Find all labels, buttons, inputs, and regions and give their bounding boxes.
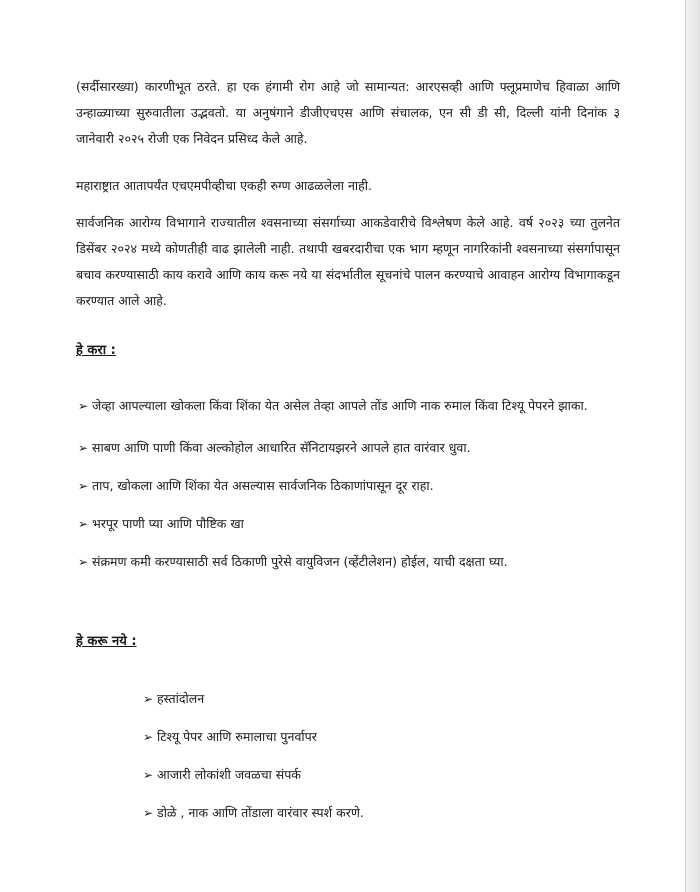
list-item-text: डोळे , नाक आणि तोंडाला वारंवार स्पर्श करणे. bbox=[157, 805, 364, 820]
list-item-text: संक्रमण कमी करण्यासाठी सर्व ठिकाणी पुरेसे वायुविजन (व्हेंटीलेशन) होईल, याची दक्षता घ्या. bbox=[92, 554, 508, 569]
list-item bbox=[143, 680, 563, 718]
list-item-text: आजारी लोकांशी जवळचा संपर्क bbox=[157, 767, 301, 782]
list-item-text: भरपूर पाणी प्या आणि पौष्टिक खा bbox=[92, 516, 244, 531]
donts-list bbox=[143, 680, 563, 832]
list-item bbox=[78, 388, 618, 424]
arrow-bullet-icon: ➢ bbox=[78, 441, 89, 455]
list-item bbox=[78, 430, 618, 466]
dos-heading: हे करा : bbox=[76, 343, 116, 358]
arrow-bullet-icon: ➢ bbox=[78, 517, 89, 531]
list-item-text: टिश्यू पेपर आणि रुमालाचा पुनर्वापर bbox=[157, 729, 317, 744]
list-item bbox=[78, 506, 618, 542]
paragraph-intro: (सर्दीसारख्या) कारणीभूत ठरते. हा एक हंगामी रोग आहे जो सामान्यत: आरएसव्ही आणि फ्लूप्रमाणेच हिवाळा आणि उन्हाळ्याच्या सुरुवातीला उद्भवतो. या अनुषंगाने डीजीएचएस आणि संचालक, एन सी डी सी, दिल्ली यांनी दिनांक ३ जानेवारी २०२५ रोजी एक निवेदन प्रसिध्द केले आहे. bbox=[76, 79, 620, 146]
arrow-bullet-icon: ➢ bbox=[143, 806, 154, 820]
list-item-text: साबण आणि पाणी किंवा अल्कोहोल आधारित सॅनिटायझरने आपले हात वारंवार धुवा. bbox=[92, 440, 471, 455]
arrow-bullet-icon: ➢ bbox=[78, 479, 89, 493]
donts-heading: हे करू नये : bbox=[76, 634, 137, 649]
list-item-text: हस्तांदोलन bbox=[157, 691, 205, 706]
list-item-text: ताप, खोकला आणि शिंका येत असल्यास सार्वजनिक ठिकाणांपासून दूर राहा. bbox=[92, 478, 434, 493]
arrow-bullet-icon: ➢ bbox=[78, 399, 89, 413]
paragraph-advisory: सार्वजनिक आरोग्य विभागाने राज्यातील श्वसनाच्या संसर्गाच्या आकडेवारीचे विश्लेषण केले आहे. वर्ष २०२३ च्या तुलनेत डिसेंबर २०२४ मध्ये कोणतीही वाढ झालेली नाही. तथापी खबरदारीचा एक भाग म्हणून नागरिकांनी श्वसनाच्या संसर्गापासून बचाव करण्यासाठी काय करावे आणि काय करू नये या संदर्भातील सूचनांचे पालन करण्याचे आवाहन आरोग्य विभागाकडून करण्यात आले आहे. bbox=[76, 215, 620, 308]
arrow-bullet-icon: ➢ bbox=[78, 555, 89, 569]
paragraph-no-cases: महाराष्ट्रात आतापर्यंत एचएमपीव्हीचा एकही रुग्ण आढळलेला नाही. bbox=[76, 178, 372, 193]
list-item bbox=[78, 544, 618, 580]
arrow-bullet-icon: ➢ bbox=[143, 730, 154, 744]
list-item bbox=[143, 718, 563, 756]
list-item bbox=[78, 468, 618, 504]
arrow-bullet-icon: ➢ bbox=[143, 768, 154, 782]
page-edge bbox=[685, 0, 700, 892]
list-item bbox=[143, 756, 563, 794]
list-item-text: जेव्हा आपल्याला खोकला किंवा शिंका येत असेल तेव्हा आपले तोंड आणि नाक रुमाल किंवा टिश्यू पेपरने झाका. bbox=[92, 398, 588, 413]
list-item bbox=[143, 794, 563, 832]
arrow-bullet-icon: ➢ bbox=[143, 692, 154, 706]
dos-list bbox=[78, 388, 618, 582]
